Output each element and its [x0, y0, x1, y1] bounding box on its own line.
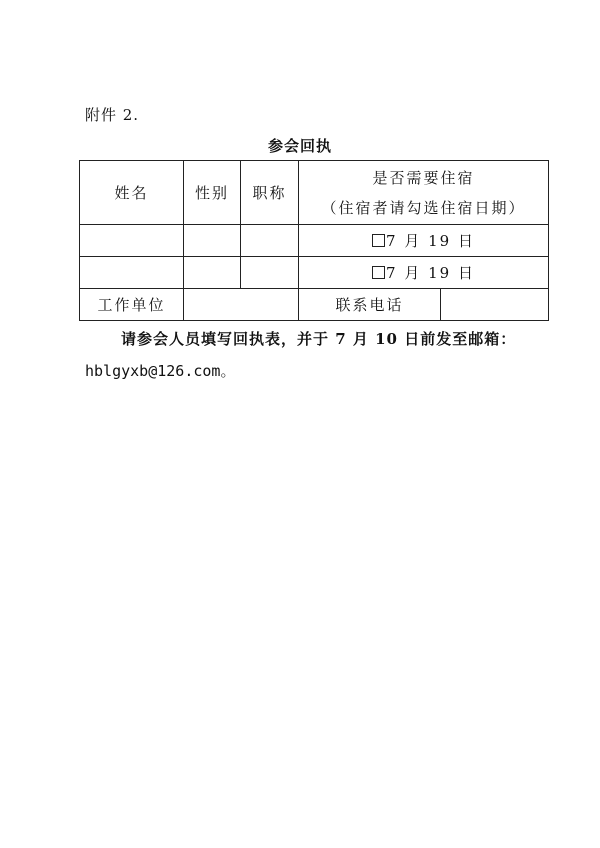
submission-note: 请参会人员填写回执表，并于 7 月 10 日前发至邮箱：: [121, 330, 517, 348]
job-title-field[interactable]: [241, 225, 299, 257]
header-job-title: 职称: [241, 161, 299, 225]
phone-field[interactable]: [441, 289, 549, 321]
work-unit-label: 工作单位: [80, 289, 184, 321]
table-row: [80, 225, 549, 257]
lodging-date-cell: [299, 225, 549, 257]
table-header-row: [80, 161, 549, 225]
contact-email[interactable]: hblgyxb@126.com。: [85, 362, 236, 380]
header-lodging-question: 是否需要住宿: [372, 168, 475, 187]
job-title-field[interactable]: [241, 257, 299, 289]
header-lodging: [299, 161, 549, 225]
reply-form-table: [79, 160, 549, 321]
header-lodging-instruction: （住宿者请勾选住宿日期）: [321, 198, 526, 217]
form-title: 参会回执: [267, 137, 332, 155]
lodging-date-label: 7 月 19 日: [386, 232, 475, 250]
header-gender: 性别: [184, 161, 241, 225]
lodging-checkbox[interactable]: [372, 266, 385, 279]
lodging-date-label: 7 月 19 日: [386, 264, 475, 282]
name-field[interactable]: [80, 225, 184, 257]
attachment-label: 附件 2.: [85, 106, 140, 124]
gender-field[interactable]: [184, 225, 241, 257]
table-footer-row: [80, 289, 549, 321]
name-field[interactable]: [80, 257, 184, 289]
table-row: [80, 257, 549, 289]
phone-label: 联系电话: [299, 289, 441, 321]
lodging-checkbox[interactable]: [372, 234, 385, 247]
header-name: 姓名: [80, 161, 184, 225]
gender-field[interactable]: [184, 257, 241, 289]
work-unit-field[interactable]: [184, 289, 299, 321]
lodging-date-cell: [299, 257, 549, 289]
